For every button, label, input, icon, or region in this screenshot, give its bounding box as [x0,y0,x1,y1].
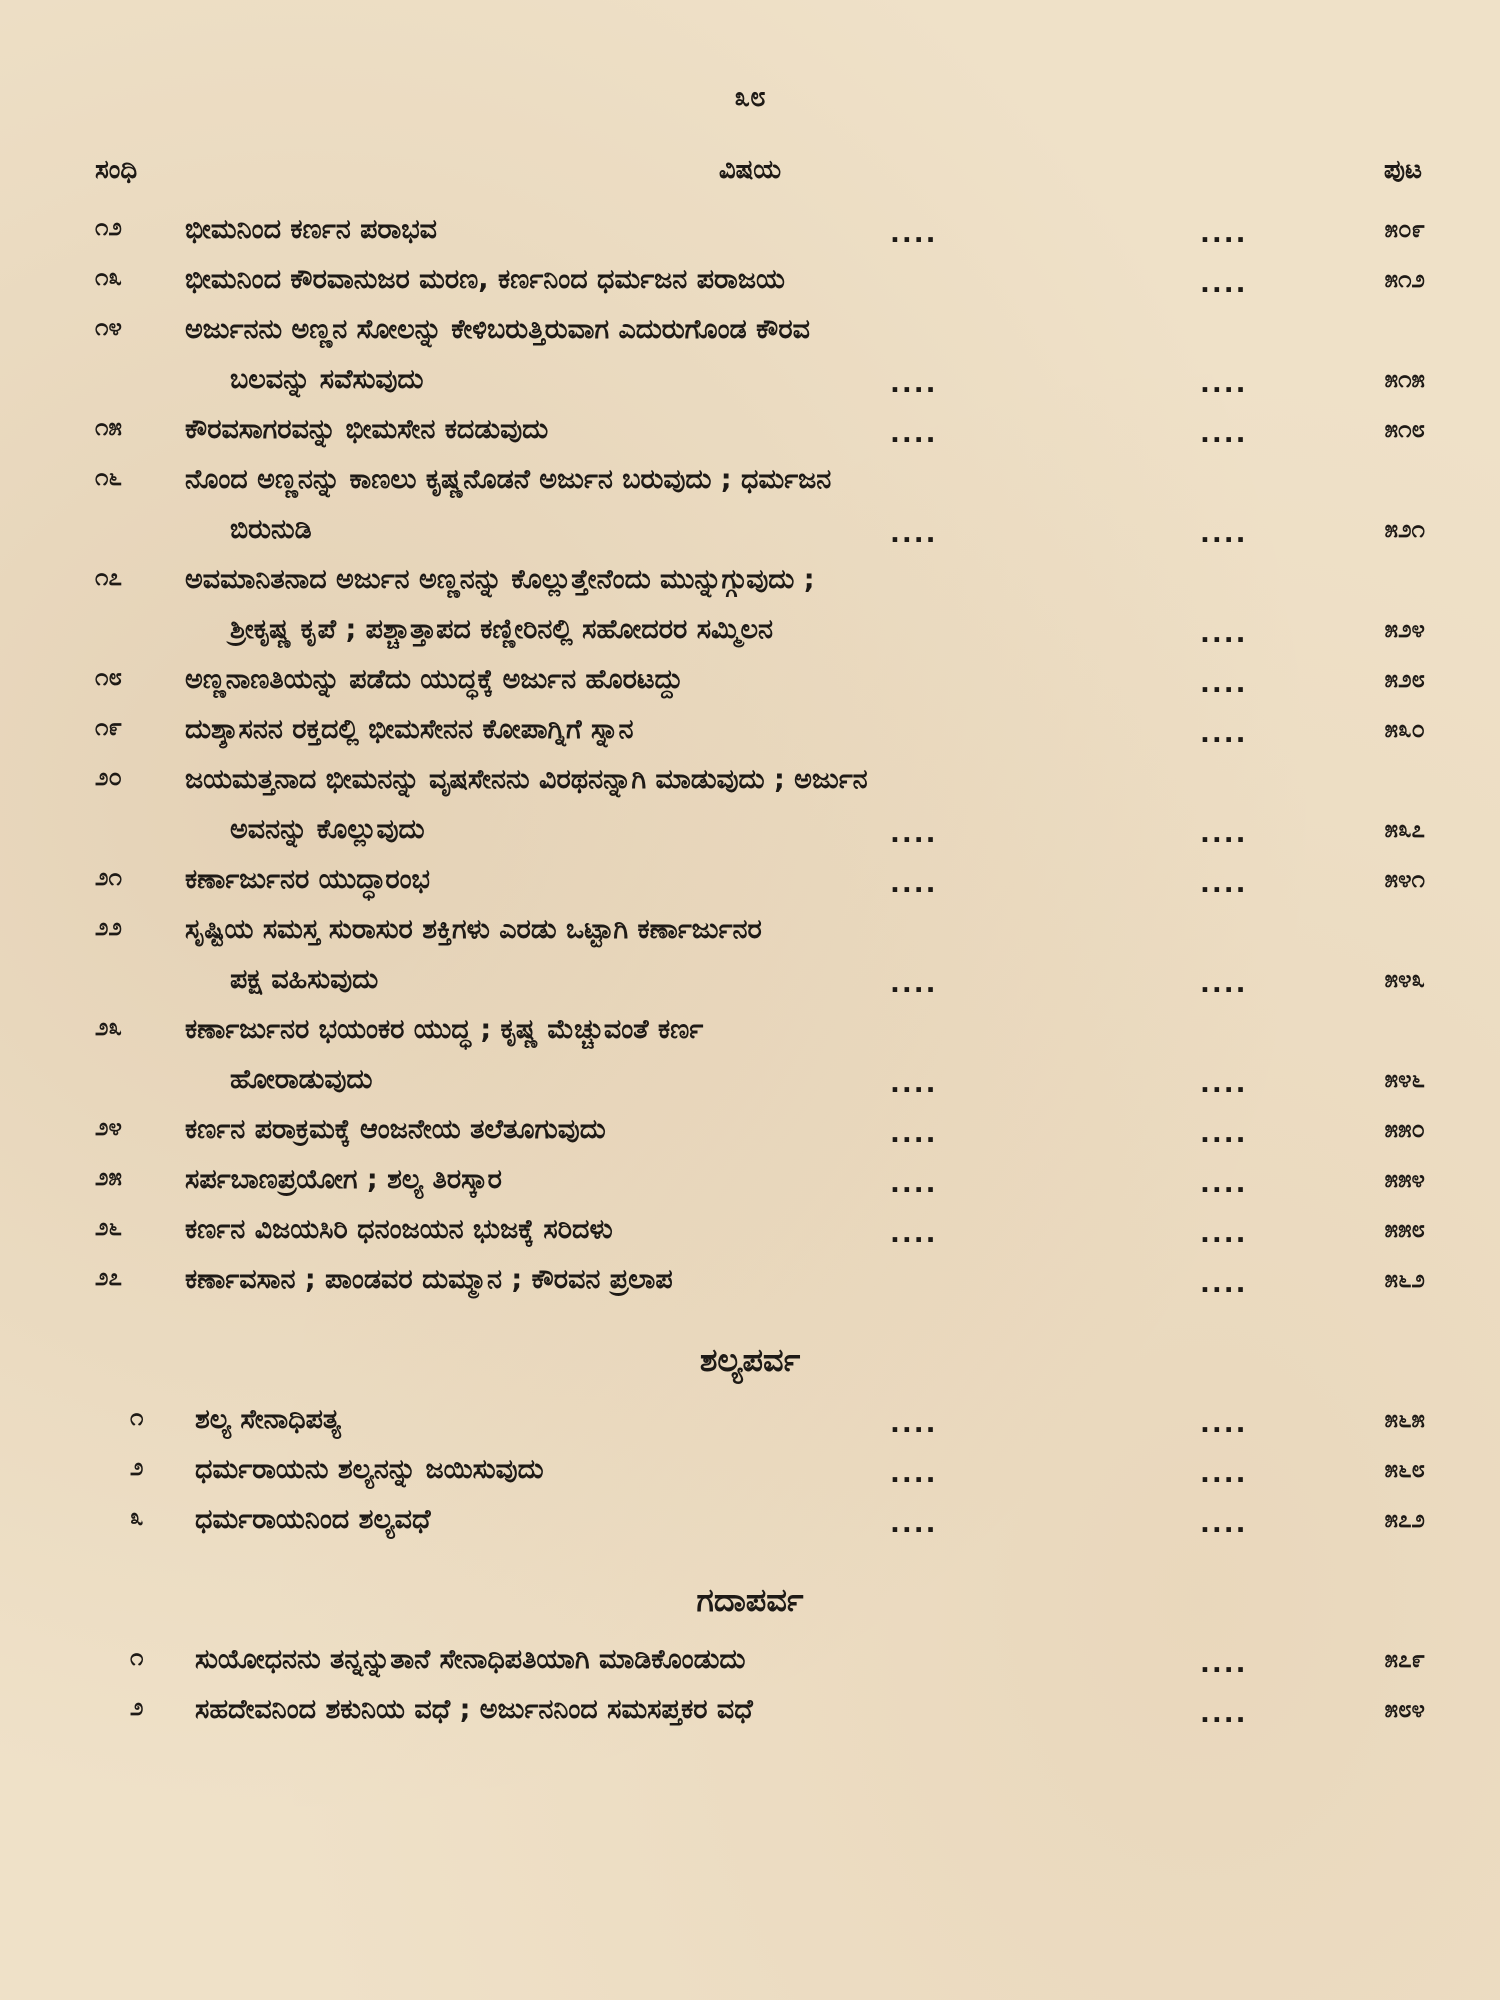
sandhi-number: ೨೪ [95,1113,122,1141]
leader-dots: .... [890,1409,938,1439]
entry-title: ನೊಂದ ಅಣ್ಣನನ್ನು ಕಾಣಲು ಕೃಷ್ಣನೊಡನೆ ಅರ್ಜುನ ಬರುವುದು ; ಧರ್ಮಜನ ಬಿರುನುಡಿ [185,464,832,545]
sandhi-number: ೨೩ [95,1013,122,1041]
sandhi-number: ೧ [130,1643,144,1671]
sandhi-number: ೧೭ [95,563,122,591]
leader-dots: .... [1200,869,1248,899]
entry-title: ದುಶ್ಶಾಸನನ ರಕ್ತದಲ್ಲಿ ಭೀಮಸೇನನ ಕೋಪಾಗ್ನಿಗೆ ಸ್ನಾನ [185,714,634,745]
toc-row [0,1005,1500,1105]
leader-dots: .... [1200,1269,1248,1299]
leader-dots: .... [1200,419,1248,449]
toc-row [0,1395,1500,1445]
sandhi-number: ೨೧ [95,863,122,891]
entry-title: ಕರ್ಣಾರ್ಜುನರ ಭಯಂಕರ ಯುದ್ಧ ; ಕೃಷ್ಣ ಮೆಚ್ಚುವಂತೆ ಕರ್ಣ ಹೋರಾಡುವುದು [185,1014,704,1095]
toc-row [0,205,1500,255]
entry-title: ಕರ್ಣಾರ್ಜುನರ ಯುದ್ಧಾರಂಭ [185,864,431,895]
page-ref: ೫೪೬ [1384,1065,1425,1093]
toc-row [0,1205,1500,1255]
leader-dots: .... [1200,1649,1248,1679]
leader-dots: .... [890,819,938,849]
leader-dots: .... [1200,719,1248,749]
entry-title: ಜಯಮತ್ತನಾದ ಭೀಮನನ್ನು ವೃಷಸೇನನು ವಿರಥನನ್ನಾಗಿ ಮಾಡುವುದು ; ಅರ್ಜುನ ಅವನನ್ನು ಕೊಲ್ಲುವುದು [185,764,868,845]
toc-row [0,305,1500,405]
leader-dots: .... [1200,1409,1248,1439]
leader-dots: .... [1200,819,1248,849]
leader-dots: .... [890,1119,938,1149]
leader-dots: .... [890,869,938,899]
sandhi-number: ೨೦ [95,763,122,791]
entry-title: ಸಹದೇವನಿಂದ ಶಕುನಿಯ ವಧೆ ; ಅರ್ಜುನನಿಂದ ಸಮಸಪ್ತಕರ ವಧೆ [195,1694,753,1725]
leader-dots: .... [890,1219,938,1249]
page-ref: ೫೮೪ [1384,1695,1425,1723]
page-ref: ೫೬೫ [1384,1405,1425,1433]
header-vishaya: ವಿಷಯ [718,155,782,185]
section-gada-parva [0,1635,1500,1735]
section-title-shalya-parva: ಶಲ್ಯಪರ್ವ [699,1341,801,1379]
page-ref: ೫೨೮ [1384,665,1425,693]
entry-title: ಸೃಷ್ಟಿಯ ಸಮಸ್ತ ಸುರಾಸುರ ಶಕ್ತಿಗಳು ಎರಡು ಒಟ್ಟಾಗಿ ಕರ್ಣಾರ್ಜುನರ ಪಕ್ಷ ವಹಿಸುವುದು [185,914,762,995]
leader-dots: .... [890,969,938,999]
leader-dots: .... [890,369,938,399]
page-ref: ೫೨೪ [1384,615,1425,643]
leader-dots: .... [890,1459,938,1489]
section-shalya-parva [0,1395,1500,1545]
toc-row [0,1445,1500,1495]
toc-row [0,405,1500,455]
leader-dots: .... [890,219,938,249]
page-ref: ೫೭೨ [1384,1505,1425,1533]
leader-dots: .... [890,1509,938,1539]
sandhi-number: ೧೮ [95,663,122,691]
toc-row [0,1495,1500,1545]
entry-title: ಧರ್ಮರಾಯನಿಂದ ಶಲ್ಯವಧೆ [195,1504,431,1535]
sandhi-number: ೧ [130,1403,144,1431]
page-ref: ೫೪೩ [1384,965,1425,993]
sandhi-number: ೧೬ [95,463,122,491]
leader-dots: .... [1200,1509,1248,1539]
toc-row [0,1105,1500,1155]
page-ref: ೫೫೦ [1384,1115,1425,1143]
page-ref: ೫೪೧ [1384,865,1425,893]
leader-dots: .... [1200,1699,1248,1729]
page-ref: ೫೬೮ [1384,1455,1425,1483]
sandhi-number: ೧೪ [95,313,122,341]
page-ref: ೫೬೨ [1384,1265,1425,1293]
toc-row [0,455,1500,555]
leader-dots: .... [1200,1459,1248,1489]
toc-row [0,555,1500,655]
page-ref: ೫೧೫ [1384,365,1425,393]
entry-title: ಧರ್ಮರಾಯನು ಶಲ್ಯನನ್ನು ಜಯಿಸುವುದು [195,1454,544,1485]
leader-dots: .... [1200,369,1248,399]
page-ref: ೫೫೪ [1384,1165,1425,1193]
page-ref: ೫೦೯ [1384,215,1425,243]
toc-row [0,1635,1500,1685]
toc-row [0,655,1500,705]
sandhi-number: ೨ [130,1453,144,1481]
leader-dots: .... [1200,269,1248,299]
page-ref: ೫೫೮ [1384,1215,1425,1243]
entry-title: ಅವಮಾನಿತನಾದ ಅರ್ಜುನ ಅಣ್ಣನನ್ನು ಕೊಲ್ಲುತ್ತೇನೆಂದು ಮುನ್ನುಗ್ಗುವುದು ; ಶ್ರೀಕೃಷ್ಣ ಕೃಪೆ ; ಪಶ್ಚಾತ್ತಾಪದ ಕಣ್ಣೀರಿನಲ್ಲಿ ಸಹೋದರರ ಸಮ್ಮಿಲನ [185,564,815,645]
sandhi-number: ೨೫ [95,1163,122,1191]
entry-title: ಭೀಮನಿಂದ ಕರ್ಣನ ಪರಾಭವ [185,214,437,245]
leader-dots: .... [1200,969,1248,999]
sandhi-number: ೩ [130,1503,144,1531]
page-ref: ೫೭೯ [1384,1645,1425,1673]
sandhi-number: ೨ [130,1693,144,1721]
sandhi-number: ೨೨ [95,913,122,941]
page-ref: ೫೧೮ [1384,415,1425,443]
sandhi-number: ೧೯ [95,713,122,741]
sandhi-number: ೧೨ [95,213,122,241]
page-ref: ೫೩೦ [1384,715,1425,743]
toc-row [0,705,1500,755]
leader-dots: .... [1200,619,1248,649]
sandhi-number: ೨೭ [95,1263,122,1291]
entry-title: ಸುಯೋಧನನು ತನ್ನನ್ನುತಾನೆ ಸೇನಾಧಿಪತಿಯಾಗಿ ಮಾಡಿಕೊಂಡುದು [195,1644,746,1675]
entry-title: ಕೌರವಸಾಗರವನ್ನು ಭೀಮಸೇನ ಕದಡುವುದು [185,414,549,445]
leader-dots: .... [1200,1169,1248,1199]
entry-title: ಸರ್ಪಬಾಣಪ್ರಯೋಗ ; ಶಲ್ಯ ತಿರಸ್ಕಾರ [185,1164,502,1195]
leader-dots: .... [1200,519,1248,549]
entry-title: ಶಲ್ಯ ಸೇನಾಧಿಪತ್ಯ [195,1404,341,1435]
section-title-gada-parva: ಗದಾಪರ್ವ [696,1581,804,1619]
page-ref: ೫೧೨ [1384,265,1425,293]
toc-row [0,255,1500,305]
entry-title: ಕರ್ಣನ ವಿಜಯಸಿರಿ ಧನಂಜಯನ ಭುಜಕ್ಕೆ ಸರಿದಳು [185,1214,613,1245]
page-ref: ೫೩೭ [1384,815,1425,843]
sandhi-number: ೧೫ [95,413,122,441]
entry-title: ಅಣ್ಣನಾಣತಿಯನ್ನು ಪಡೆದು ಯುದ್ಧಕ್ಕೆ ಅರ್ಜುನ ಹೊರಟದ್ದು [185,664,683,695]
leader-dots: .... [890,1169,938,1199]
header-sandhi: ಸಂಧಿ [95,155,138,185]
leader-dots: .... [890,519,938,549]
leader-dots: .... [1200,1219,1248,1249]
leader-dots: .... [1200,1119,1248,1149]
page-number: ೩೮ [734,80,766,113]
toc-row [0,1685,1500,1735]
sandhi-number: ೨೬ [95,1213,122,1241]
leader-dots: .... [890,419,938,449]
page-ref: ೫೨೧ [1384,515,1425,543]
leader-dots: .... [1200,669,1248,699]
entry-title: ಕರ್ಣನ ಪರಾಕ್ರಮಕ್ಕೆ ಆಂಜನೇಯ ತಲೆತೂಗುವುದು [185,1114,606,1145]
toc-row [0,1155,1500,1205]
toc-row [0,855,1500,905]
header-puta: ಪುಟ [1383,155,1422,185]
toc-row [0,755,1500,855]
sandhi-number: ೧೩ [95,263,122,291]
leader-dots: .... [1200,219,1248,249]
toc-list [0,205,1500,1735]
entry-title: ಅರ್ಜುನನು ಅಣ್ಣನ ಸೋಲನ್ನು ಕೇಳಿಬರುತ್ತಿರುವಾಗ ಎದುರುಗೊಂಡ ಕೌರವ ಬಲವನ್ನು ಸವೆಸುವುದು [185,314,810,395]
entry-title: ಭೀಮನಿಂದ ಕೌರವಾನುಜರ ಮರಣ, ಕರ್ಣನಿಂದ ಧರ್ಮಜನ ಪರಾಜಯ [185,264,785,295]
toc-row [0,905,1500,1005]
entry-title: ಕರ್ಣಾವಸಾನ ; ಪಾಂಡವರ ದುಮ್ಮಾನ ; ಕೌರವನ ಪ್ರಲಾಪ [185,1264,673,1295]
leader-dots: .... [890,1069,938,1099]
leader-dots: .... [1200,1069,1248,1099]
toc-row [0,1255,1500,1305]
